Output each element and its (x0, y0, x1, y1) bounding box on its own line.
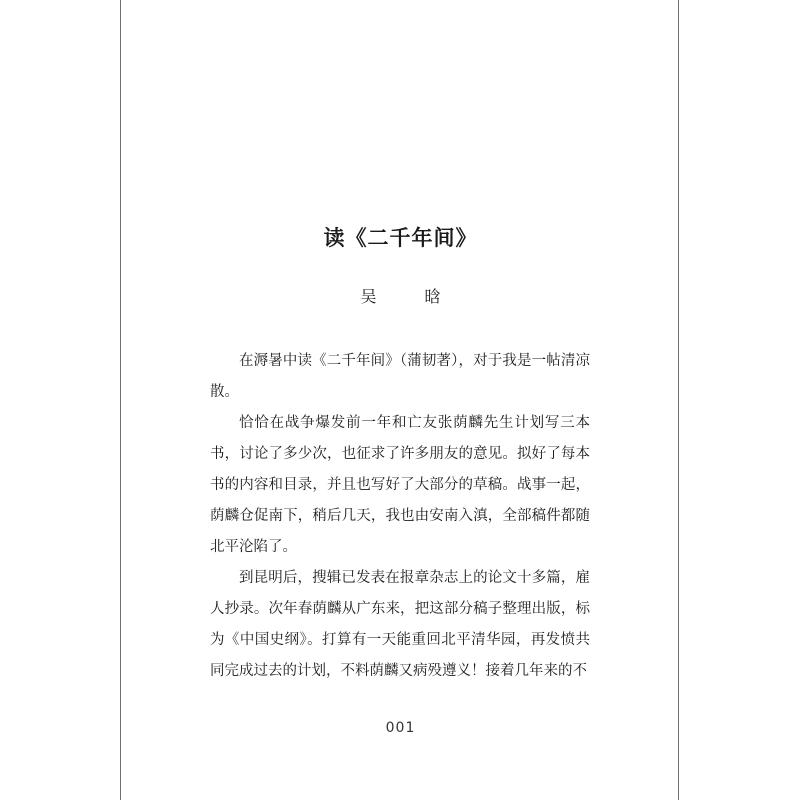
paragraph-2: 恰恰在战争爆发前一年和亡友张荫麟先生计划写三本书，讨论了多少次，也征求了许多朋友的意见。拟好了每本书的内容和目录，并且也写好了大部分的草稿。战事一起，荫麟仓促南下，稍后几天，我也由安南入滇，全部稿件都随北平沦陷了。 (210, 415, 590, 555)
author-name: 吴 晗 (360, 287, 457, 306)
page-number: 001 (385, 720, 416, 736)
paragraph-3: 到昆明后，搜辑已发表在报章杂志上的论文十多篇，雇人抄录。次年春荫麟从广东来，把这部分稿子整理出版，标为《中国史纲》。打算有一天能重回北平清华园，再发愤共同完成过去的计划，不料荫麟又病殁遵义！接着几年来的不 (210, 570, 590, 679)
body-text (210, 346, 590, 687)
book-page (120, 0, 679, 800)
page-title: 读《二千年间》 (323, 225, 478, 250)
paragraph-1: 在溽暑中读《二千年间》（蒲韧著），对于我是一帖清凉散。 (210, 353, 590, 400)
